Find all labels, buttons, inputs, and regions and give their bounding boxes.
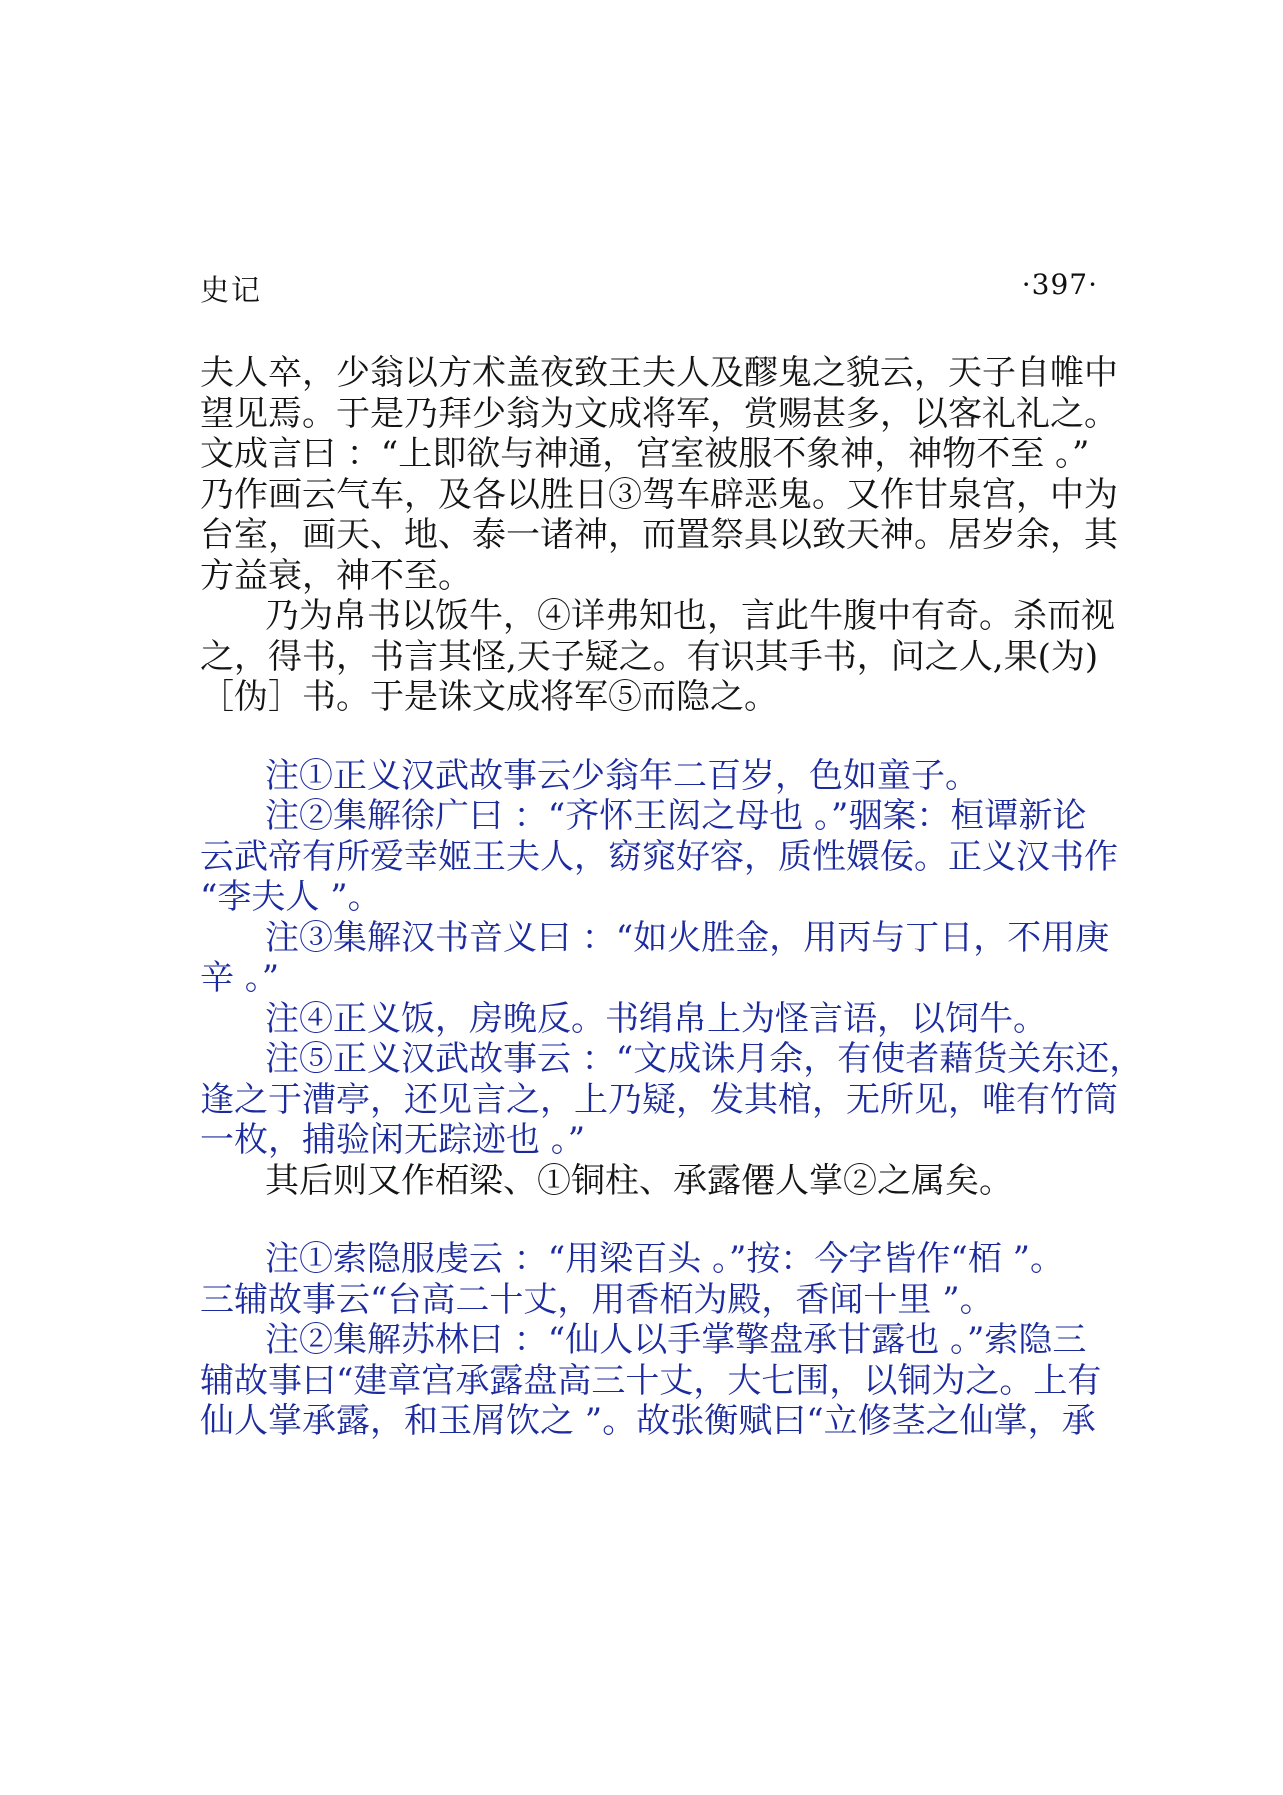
- text-line: 之，得书，书言其怪,天子疑之。有识其手书，问之人,果(为): [200, 636, 1099, 677]
- paragraph-gap: [200, 1201, 1110, 1239]
- page-header: [200, 268, 1098, 308]
- annotation-line: 注④正义饭，房晚反。书绢帛上为怪言语，以饲牛。: [265, 998, 1047, 1039]
- annotation-line: 逢之于漕亭，还见言之，上乃疑，发其棺，无所见，唯有竹筒: [200, 1079, 1118, 1120]
- text-line: 台室，画天、地、泰一诸神，而置祭具以致天神。居岁余，其: [200, 515, 1118, 555]
- text-line: ［伪］书。于是诛文成将军⑤而隐之。: [200, 677, 778, 717]
- paragraph-gap: [200, 718, 1110, 756]
- annotation-line: 仙人掌承露，和玉屑饮之 ”。故张衡赋曰“立修茎之仙掌，承: [200, 1401, 1096, 1441]
- text-line: 乃作画云气车，及各以胜日③驾车辟恶鬼。又作甘泉宫，中为: [200, 474, 1118, 515]
- page-number: ·397·: [1021, 268, 1098, 301]
- text-line: 方益衰，神不至。: [200, 555, 472, 596]
- annotation-line: 辅故事曰“建章宫承露盘高三十丈，大七围，以铜为之。上有: [200, 1360, 1102, 1401]
- text-line: 望见焉。于是乃拜少翁为文成将军，赏赐甚多，以客礼礼之。: [200, 393, 1118, 434]
- annotation-line: 三辅故事云“台高二十丈，用香栢为殿，香闻十里 ”。: [200, 1279, 994, 1320]
- annotation-line: “李夫人 ”。: [200, 877, 382, 917]
- annotation-line: 注⑤正义汉武故事云 ：“文成诛月余，有使者藉货关东还，: [265, 1039, 1144, 1079]
- annotation-line: 一枚，捕验闲无踪迹也 。”: [200, 1120, 586, 1160]
- annotation-line: 注①索隐服虔云 ：“用梁百头 。”按：今字皆作“栢 ”。: [265, 1239, 1064, 1279]
- annotation-line: 注②集解徐广曰 ：“齐怀王闳之母也 。”骃案：桓谭新论: [265, 796, 1087, 836]
- text-body: [200, 353, 1144, 1442]
- annotation-line: 注②集解苏林曰 ：“仙人以手掌擎盘承甘露也 。”索隐三: [265, 1320, 1087, 1360]
- text-line: 夫人卒，少翁以方术盖夜致王夫人及醪鬼之貌云，天子自帷中: [200, 353, 1118, 393]
- text-line: 乃为帛书以饭牛，④详弗知也，言此牛腹中有奇。杀而视: [265, 596, 1115, 636]
- annotation-line: 注③集解汉书音义曰 ：“如火胜金，用丙与丁日，不用庚: [265, 917, 1110, 958]
- annotation-line: 辛 。”: [200, 958, 280, 998]
- text-line: 文成言曰 ：“上即欲与神通，宫室被服不象神，神物不至 。”: [200, 434, 1090, 474]
- text-line: 其后则又作栢梁、①铜柱、承露僊人掌②之属矣。: [265, 1160, 1013, 1201]
- annotation-line: 云武帝有所爱幸姬王夫人，窈窕好容，质性嬛佞。正义汉书作: [200, 836, 1118, 877]
- book-title: 史记: [200, 273, 263, 307]
- annotation-line: 注①正义汉武故事云少翁年二百岁，色如童子。: [265, 755, 979, 796]
